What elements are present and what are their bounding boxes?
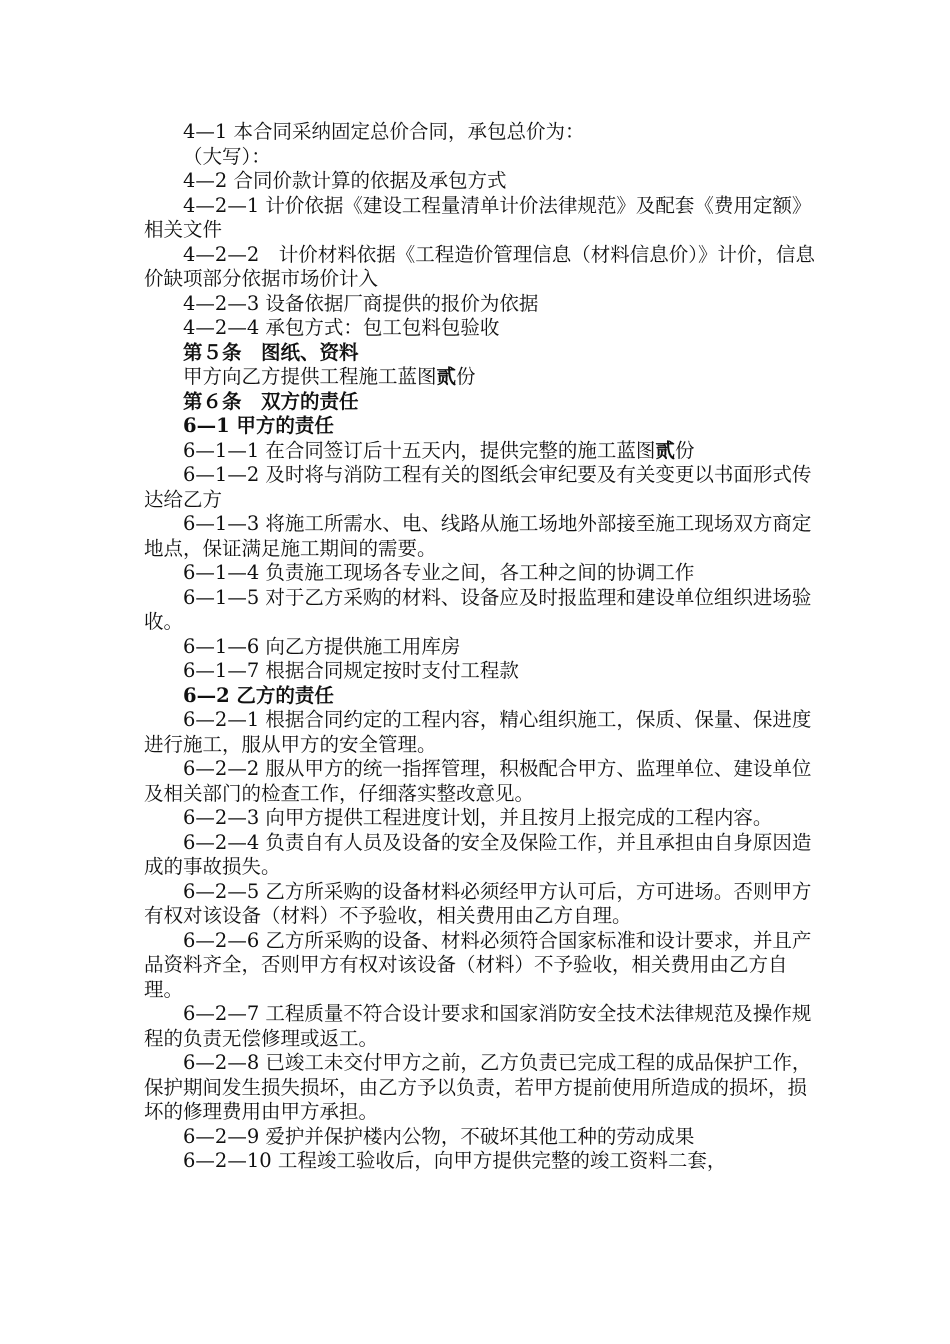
clause-text: 6—2—9 爱护并保护楼内公物，不破坏其他工种的劳动成果 — [183, 1124, 695, 1148]
article-heading: 第６条 双方的责任 — [183, 389, 359, 413]
clause-text-part: 份 — [456, 365, 476, 388]
clause-text: 6—2—5 乙方所采购的设备材料必须经甲方认可后，方可进场。否则甲方有权对该设备（材料）不予验收，相关费用由乙方自理。 — [144, 879, 812, 927]
clause-text — [144, 365, 824, 390]
clause-text: 6—2—10 工程竣工验收后，向甲方提供完整的竣工资料二套， — [183, 1149, 727, 1172]
clause-text-part: 甲方向乙方提供工程施工蓝图 — [183, 365, 437, 388]
clause-text: 6—1—7 根据合同规定按时支付工程款 — [183, 659, 519, 682]
clause-text: 6—2—6 乙方所采购的设备、材料必须符合国家标准和设计要求，并且产品资料齐全，否则甲方有权对该设备（材料）不予验收，相关费用由乙方自理。 — [144, 928, 812, 1001]
copy-count: 贰 — [436, 365, 457, 388]
clause-text: 6—2—3 向甲方提供工程进度计划，并且按月上报完成的工程内容。 — [183, 806, 773, 829]
clause-text: 6—2—8 已竣工未交付甲方之前，乙方负责已完成工程的成品保护工作，保护期间发生损失损坏，由乙方予以负责，若甲方提前使用所造成的损坏，损坏的修理费用由甲方承担。 — [144, 1051, 812, 1123]
section-heading: 6—2 乙方的责任 — [183, 683, 334, 707]
clause-text: 6—2—4 负责自有人员及设备的安全及保险工作，并且承担由自身原因造成的事故损失。 — [144, 830, 812, 878]
document-body — [144, 120, 824, 1174]
clause-text: （大写）： — [183, 144, 271, 168]
clause-text: 6—1—5 对于乙方采购的材料、设备应及时报监理和建设单位组织进场验收。 — [144, 585, 812, 633]
clause-text: 6—1—6 向乙方提供施工用库房 — [183, 634, 461, 658]
clause-text: 4—1 本合同采纳固定总价合同，承包总价为： — [183, 120, 585, 143]
clause-text-part: 份 — [674, 438, 695, 462]
article-heading: 第５条 图纸、资料 — [183, 340, 359, 364]
clause-text: 6—1—2 及时将与消防工程有关的图纸会审纪要及有关变更以书面形式传达给乙方 — [144, 463, 812, 511]
clause-text: 6—2—7 工程质量不符合设计要求和国家消防安全技术法律规范及操作规程的负责无偿修理或返工。 — [144, 1002, 812, 1050]
clause-text: 4—2—3 设备依据厂商提供的报价为依据 — [183, 291, 539, 315]
clause-text-part: 6—1—1 在合同签订后十五天内，提供完整的施工蓝图 — [183, 438, 656, 462]
clause-text: 6—2—1 根据合同约定的工程内容，精心组织施工，保质、保量、保进度进行施工，服从甲方的安全管理。 — [144, 708, 812, 756]
clause-text: 6—1—4 负责施工现场各专业之间，各工种之间的协调工作 — [183, 561, 695, 584]
clause-text: 4—2 合同价款计算的依据及承包方式 — [183, 169, 507, 192]
clause-text — [144, 439, 824, 464]
clause-text: 6—1—3 将施工所需水、电、线路从施工场地外部接至施工现场双方商定地点，保证满足施工期间的需要。 — [144, 512, 812, 560]
clause-text: 4—2—1 计价依据《建设工程量清单计价法律规范》及配套《费用定额》相关文件 — [144, 193, 812, 241]
copy-count: 贰 — [655, 438, 675, 462]
section-heading: 6—1 甲方的责任 — [183, 414, 334, 437]
clause-text: 4—2—4 承包方式：包工包料包验收 — [183, 316, 500, 339]
clause-text: 6—2—2 服从甲方的统一指挥管理，积极配合甲方、监理单位、建设单位及相关部门的检查工作，仔细落实整改意见。 — [144, 757, 812, 805]
clause-text: 4—2—2 计价材料依据《工程造价管理信息（材料信息价）》计价，信息价缺项部分依据市场价计入 — [144, 242, 815, 290]
